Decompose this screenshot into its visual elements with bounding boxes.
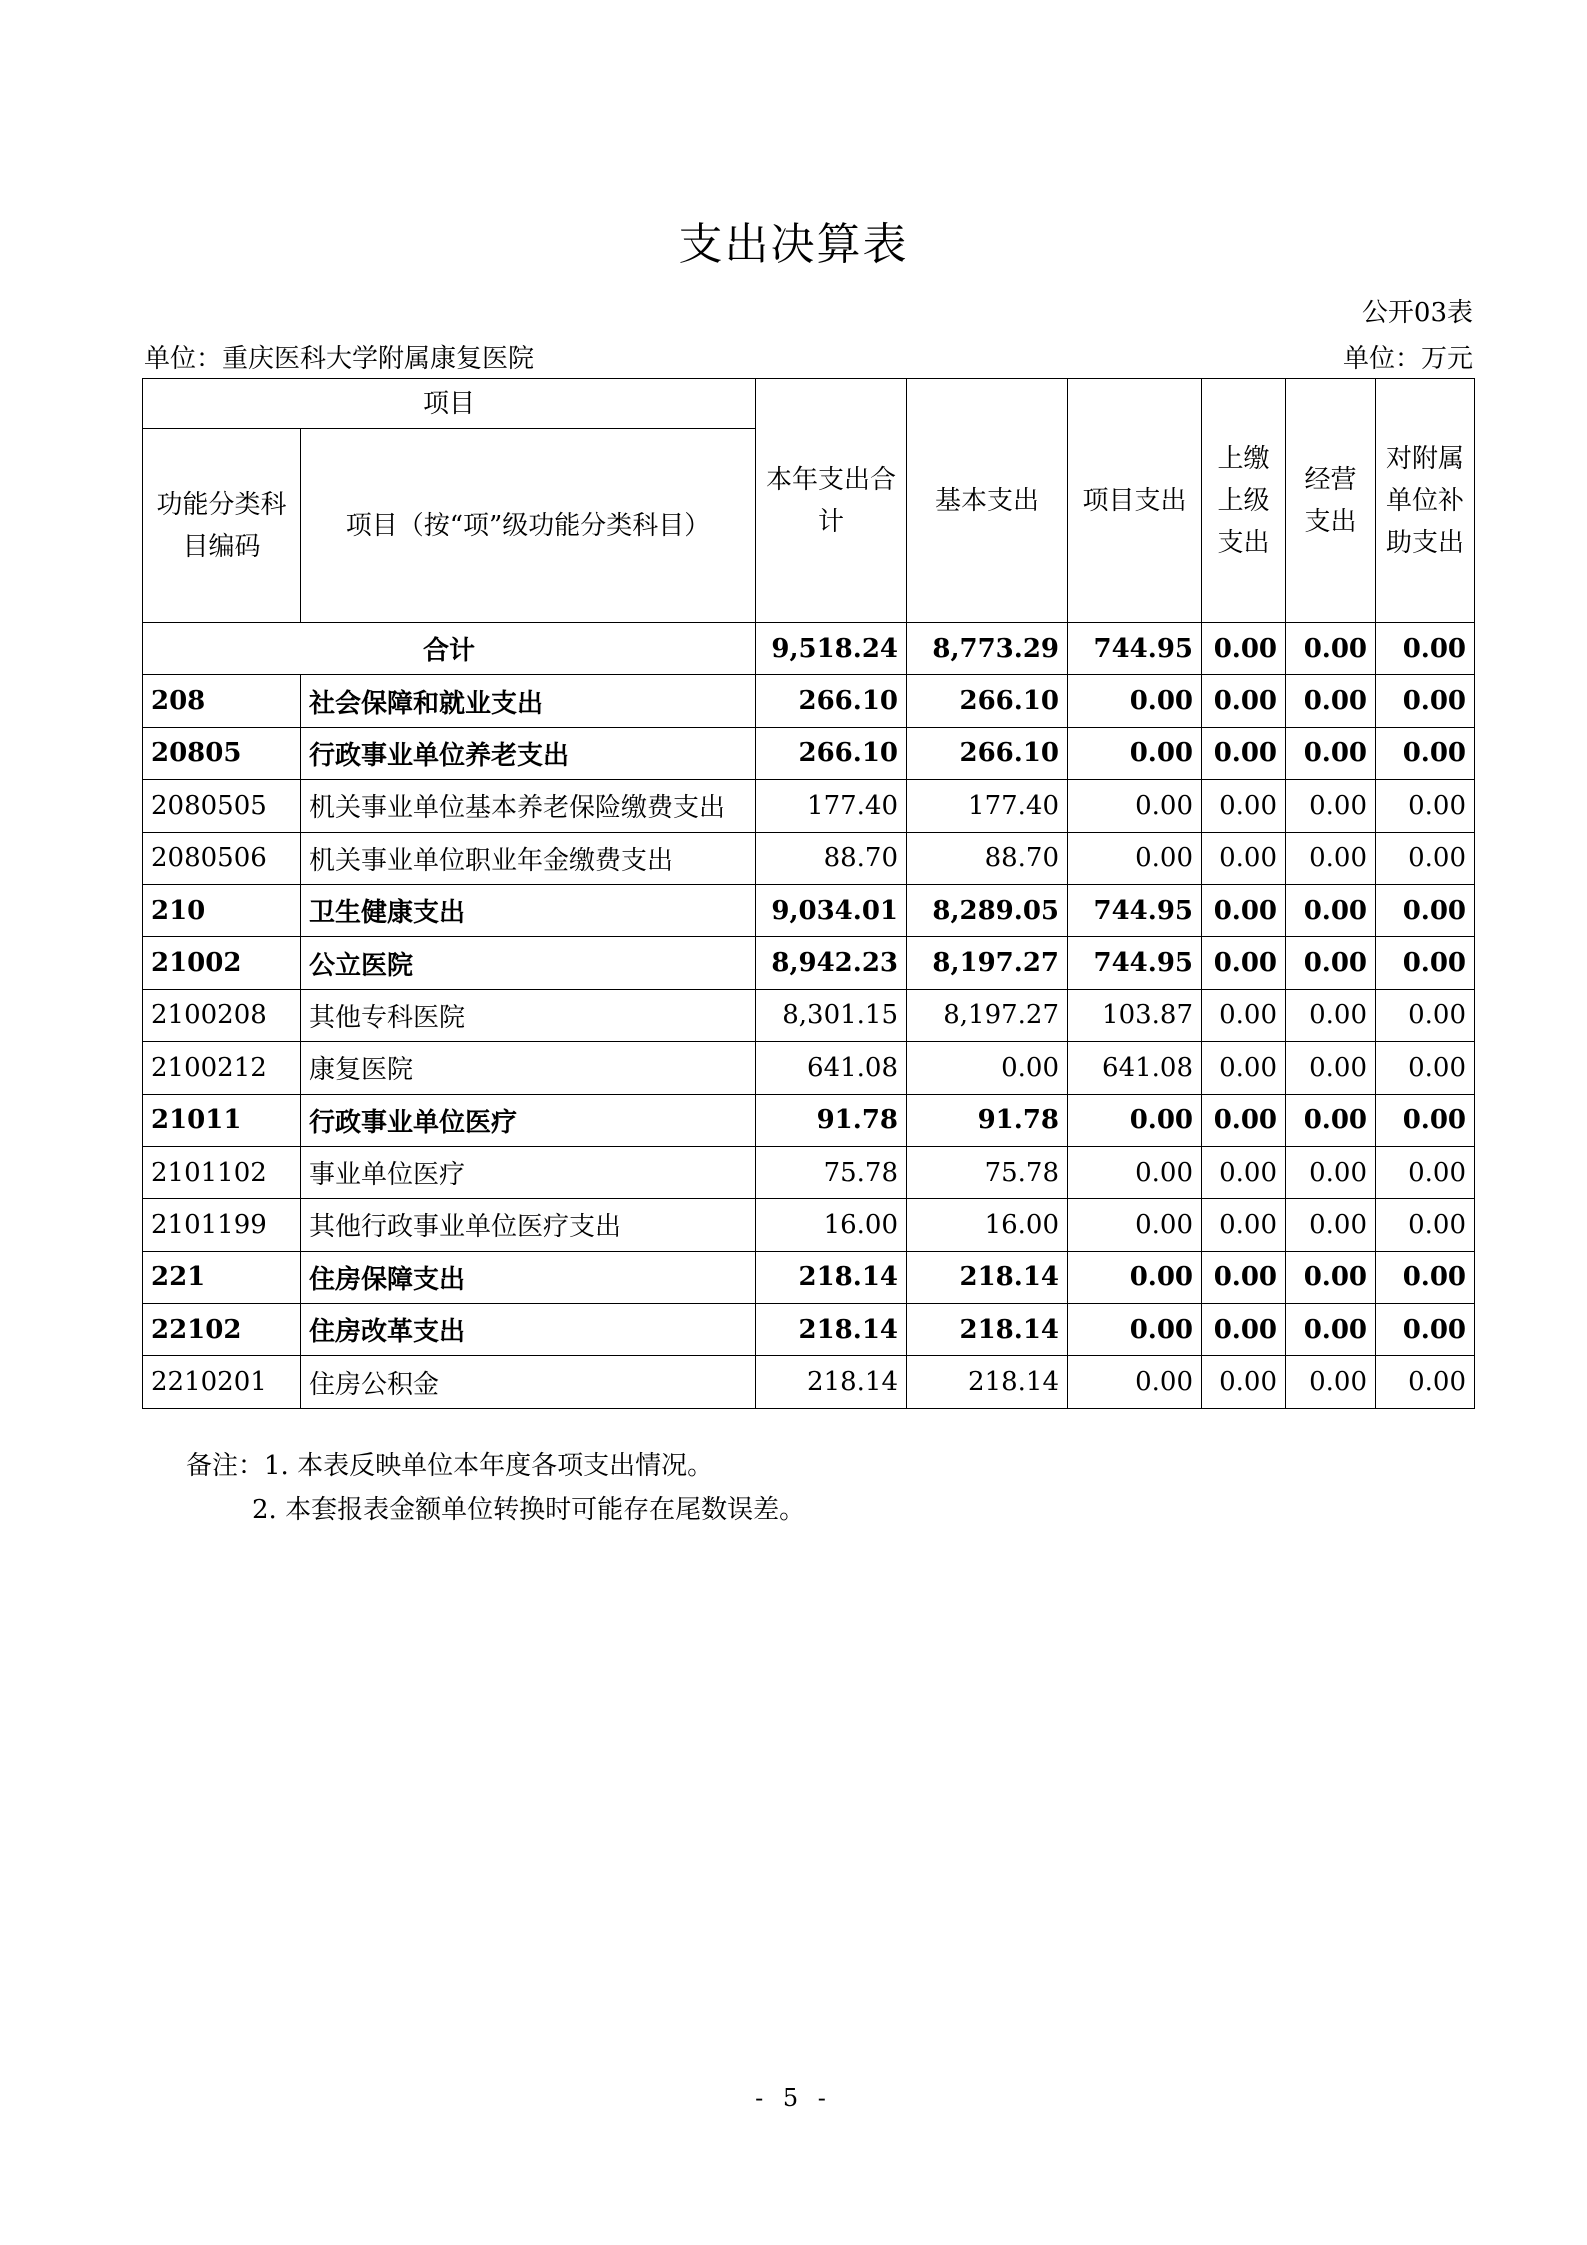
row-code: 210 bbox=[143, 884, 301, 936]
row-value: 0.00 bbox=[1376, 727, 1475, 779]
row-code: 2100208 bbox=[143, 989, 301, 1041]
header-item-name: 项目（按“项”级功能分类科目） bbox=[301, 429, 756, 623]
table-row bbox=[143, 1356, 1475, 1408]
row-value: 0.00 bbox=[1376, 989, 1475, 1041]
row-code: 21002 bbox=[143, 937, 301, 989]
row-code: 20805 bbox=[143, 727, 301, 779]
row-name: 卫生健康支出 bbox=[301, 884, 756, 936]
row-name: 事业单位医疗 bbox=[301, 1146, 756, 1198]
row-value: 0.00 bbox=[1376, 1094, 1475, 1146]
row-value: 218.14 bbox=[907, 1251, 1068, 1303]
expenditure-table bbox=[142, 378, 1475, 1409]
header-code: 功能分类科目编码 bbox=[143, 429, 301, 623]
header-upper: 上缴上级支出 bbox=[1202, 379, 1286, 623]
row-value: 0.00 bbox=[1286, 937, 1376, 989]
row-value: 218.14 bbox=[756, 1356, 907, 1408]
total-value: 0.00 bbox=[1286, 623, 1376, 675]
header-basic: 基本支出 bbox=[907, 379, 1068, 623]
row-value: 0.00 bbox=[1068, 780, 1202, 832]
row-value: 8,289.05 bbox=[907, 884, 1068, 936]
table-row bbox=[143, 884, 1475, 936]
row-value: 0.00 bbox=[1202, 1146, 1286, 1198]
total-value: 8,773.29 bbox=[907, 623, 1068, 675]
row-code: 2101199 bbox=[143, 1199, 301, 1251]
row-name: 住房公积金 bbox=[301, 1356, 756, 1408]
row-name: 其他行政事业单位医疗支出 bbox=[301, 1199, 756, 1251]
row-value: 641.08 bbox=[756, 1042, 907, 1094]
row-value: 8,301.15 bbox=[756, 989, 907, 1041]
row-value: 744.95 bbox=[1068, 937, 1202, 989]
row-name: 行政事业单位医疗 bbox=[301, 1094, 756, 1146]
row-value: 0.00 bbox=[1202, 832, 1286, 884]
row-value: 16.00 bbox=[907, 1199, 1068, 1251]
row-value: 0.00 bbox=[907, 1042, 1068, 1094]
row-value: 0.00 bbox=[1286, 727, 1376, 779]
form-number: 公开03表 bbox=[1361, 298, 1473, 328]
table-row bbox=[143, 1251, 1475, 1303]
row-value: 0.00 bbox=[1202, 675, 1286, 727]
row-name: 行政事业单位养老支出 bbox=[301, 727, 756, 779]
table-row bbox=[143, 1146, 1475, 1198]
row-value: 0.00 bbox=[1068, 727, 1202, 779]
notes bbox=[186, 1444, 805, 1532]
row-value: 88.70 bbox=[907, 832, 1068, 884]
row-value: 0.00 bbox=[1376, 1146, 1475, 1198]
row-value: 0.00 bbox=[1376, 884, 1475, 936]
row-value: 0.00 bbox=[1202, 780, 1286, 832]
row-value: 0.00 bbox=[1068, 1146, 1202, 1198]
row-value: 266.10 bbox=[756, 675, 907, 727]
row-code: 2210201 bbox=[143, 1356, 301, 1408]
row-value: 88.70 bbox=[756, 832, 907, 884]
row-value: 641.08 bbox=[1068, 1042, 1202, 1094]
row-value: 0.00 bbox=[1376, 832, 1475, 884]
row-name: 公立医院 bbox=[301, 937, 756, 989]
row-value: 91.78 bbox=[756, 1094, 907, 1146]
row-value: 0.00 bbox=[1202, 989, 1286, 1041]
row-value: 0.00 bbox=[1376, 937, 1475, 989]
table-row bbox=[143, 1199, 1475, 1251]
row-value: 75.78 bbox=[756, 1146, 907, 1198]
row-value: 266.10 bbox=[907, 675, 1068, 727]
row-value: 177.40 bbox=[907, 780, 1068, 832]
table-row bbox=[143, 1094, 1475, 1146]
row-value: 91.78 bbox=[907, 1094, 1068, 1146]
row-value: 0.00 bbox=[1068, 832, 1202, 884]
row-value: 0.00 bbox=[1376, 1042, 1475, 1094]
row-value: 0.00 bbox=[1202, 1251, 1286, 1303]
row-code: 2101102 bbox=[143, 1146, 301, 1198]
row-value: 0.00 bbox=[1286, 1356, 1376, 1408]
table-row bbox=[143, 1304, 1475, 1356]
row-value: 0.00 bbox=[1068, 1251, 1202, 1303]
header-business: 经营支出 bbox=[1286, 379, 1376, 623]
row-value: 0.00 bbox=[1202, 884, 1286, 936]
row-value: 0.00 bbox=[1286, 989, 1376, 1041]
row-value: 0.00 bbox=[1376, 675, 1475, 727]
row-value: 0.00 bbox=[1202, 1042, 1286, 1094]
row-value: 218.14 bbox=[907, 1304, 1068, 1356]
page-title: 支出决算表 bbox=[678, 219, 909, 270]
row-value: 0.00 bbox=[1286, 780, 1376, 832]
row-code: 208 bbox=[143, 675, 301, 727]
row-value: 9,034.01 bbox=[756, 884, 907, 936]
row-value: 744.95 bbox=[1068, 884, 1202, 936]
table-row bbox=[143, 780, 1475, 832]
row-value: 266.10 bbox=[907, 727, 1068, 779]
header-project-expense: 项目支出 bbox=[1068, 379, 1202, 623]
row-value: 0.00 bbox=[1068, 675, 1202, 727]
reporting-unit: 单位：重庆医科大学附属康复医院 bbox=[144, 344, 535, 374]
table-row bbox=[143, 937, 1475, 989]
row-code: 22102 bbox=[143, 1304, 301, 1356]
total-value: 0.00 bbox=[1202, 623, 1286, 675]
row-value: 0.00 bbox=[1202, 937, 1286, 989]
row-value: 0.00 bbox=[1068, 1304, 1202, 1356]
row-value: 0.00 bbox=[1286, 1304, 1376, 1356]
row-code: 21011 bbox=[143, 1094, 301, 1146]
row-value: 0.00 bbox=[1286, 1146, 1376, 1198]
currency-unit: 单位：万元 bbox=[1342, 344, 1473, 374]
header-total: 本年支出合计 bbox=[756, 379, 907, 623]
total-row bbox=[143, 623, 1475, 675]
total-value: 0.00 bbox=[1376, 623, 1475, 675]
row-value: 103.87 bbox=[1068, 989, 1202, 1041]
table-body bbox=[143, 623, 1475, 1409]
row-value: 0.00 bbox=[1202, 1094, 1286, 1146]
row-value: 0.00 bbox=[1286, 1199, 1376, 1251]
table-row bbox=[143, 1042, 1475, 1094]
page-number: - 5 - bbox=[755, 2084, 832, 2112]
row-name: 机关事业单位基本养老保险缴费支出 bbox=[301, 780, 756, 832]
row-value: 0.00 bbox=[1202, 1199, 1286, 1251]
row-value: 0.00 bbox=[1286, 832, 1376, 884]
table-row bbox=[143, 675, 1475, 727]
total-value: 9,518.24 bbox=[756, 623, 907, 675]
row-value: 218.14 bbox=[907, 1356, 1068, 1408]
table-row bbox=[143, 727, 1475, 779]
header-project: 项目 bbox=[143, 379, 756, 429]
total-label: 合计 bbox=[143, 623, 756, 675]
header-subsidy: 对附属单位补助支出 bbox=[1376, 379, 1475, 623]
row-value: 0.00 bbox=[1286, 1094, 1376, 1146]
row-value: 0.00 bbox=[1286, 1251, 1376, 1303]
row-name: 康复医院 bbox=[301, 1042, 756, 1094]
row-value: 218.14 bbox=[756, 1251, 907, 1303]
table-row bbox=[143, 989, 1475, 1041]
row-value: 177.40 bbox=[756, 780, 907, 832]
row-value: 0.00 bbox=[1376, 1356, 1475, 1408]
note-line-1: 备注：1. 本表反映单位本年度各项支出情况。 bbox=[186, 1451, 714, 1481]
row-value: 0.00 bbox=[1376, 1304, 1475, 1356]
row-value: 0.00 bbox=[1376, 780, 1475, 832]
row-value: 0.00 bbox=[1376, 1251, 1475, 1303]
row-code: 2080506 bbox=[143, 832, 301, 884]
row-value: 0.00 bbox=[1068, 1356, 1202, 1408]
row-value: 0.00 bbox=[1202, 727, 1286, 779]
row-value: 218.14 bbox=[756, 1304, 907, 1356]
row-name: 住房改革支出 bbox=[301, 1304, 756, 1356]
row-value: 0.00 bbox=[1202, 1304, 1286, 1356]
table-row bbox=[143, 832, 1475, 884]
row-value: 8,197.27 bbox=[907, 989, 1068, 1041]
row-value: 0.00 bbox=[1286, 675, 1376, 727]
row-value: 0.00 bbox=[1376, 1199, 1475, 1251]
row-value: 8,942.23 bbox=[756, 937, 907, 989]
row-value: 266.10 bbox=[756, 727, 907, 779]
row-value: 16.00 bbox=[756, 1199, 907, 1251]
row-value: 0.00 bbox=[1068, 1094, 1202, 1146]
row-value: 75.78 bbox=[907, 1146, 1068, 1198]
total-value: 744.95 bbox=[1068, 623, 1202, 675]
row-name: 其他专科医院 bbox=[301, 989, 756, 1041]
row-name: 住房保障支出 bbox=[301, 1251, 756, 1303]
row-name: 机关事业单位职业年金缴费支出 bbox=[301, 832, 756, 884]
row-value: 0.00 bbox=[1286, 884, 1376, 936]
note-line-2: 2. 本套报表金额单位转换时可能存在尾数误差。 bbox=[252, 1495, 806, 1525]
row-code: 221 bbox=[143, 1251, 301, 1303]
row-value: 0.00 bbox=[1286, 1042, 1376, 1094]
row-value: 0.00 bbox=[1202, 1356, 1286, 1408]
row-name: 社会保障和就业支出 bbox=[301, 675, 756, 727]
row-value: 8,197.27 bbox=[907, 937, 1068, 989]
row-code: 2100212 bbox=[143, 1042, 301, 1094]
row-code: 2080505 bbox=[143, 780, 301, 832]
row-value: 0.00 bbox=[1068, 1199, 1202, 1251]
